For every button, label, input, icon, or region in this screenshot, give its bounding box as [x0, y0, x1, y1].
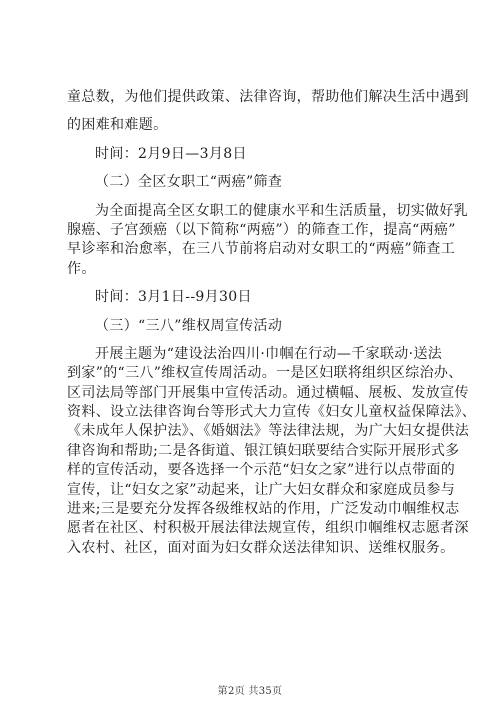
paragraph-line: 愿者在社区、村积极开展法律法规宣传，组织巾帼维权志愿者深 [67, 520, 469, 537]
document-body [67, 88, 477, 558]
paragraph-line: 童总数，为他们提供政策、法律咨询，帮助他们解决生活中遇到 [67, 89, 469, 105]
paragraph-line: 的困难和难题。 [67, 117, 168, 134]
paragraph-line: 进来;三是要充分发挥各级维权站的作用，广泛发动巾帼维权志 [67, 501, 460, 518]
paragraph-line: 作。 [67, 260, 96, 277]
paragraph-line: 区司法局等部门开展集中宣传活动。通过横幅、展板、发放宣传 [67, 384, 469, 401]
paragraph-line: 律咨询和帮助;二是各街道、银江镇妇联要结合实际开展形式多 [67, 442, 460, 459]
paragraph-line: 样的宣传活动，要各选择一个示范“妇女之家”进行以点带面的 [67, 462, 456, 479]
paragraph-line: 到家”的“三八”维权宣传周活动。一是区妇联将组织区综治办、 [67, 365, 463, 382]
paragraph-line: 开展主题为“建设法治四川·巾帼在行动—千家联动·送法 [95, 345, 443, 362]
paragraph-line: 资料、设立法律咨询台等形式大力宣传《妇女儿童权益保障法》、 [67, 404, 477, 421]
date-line: 时间：3月1日--9月30日 [95, 289, 252, 306]
section-heading: （三）“三八”维权周宣传活动 [95, 317, 283, 334]
date-line: 时间：2月9日—3月8日 [95, 145, 247, 162]
paragraph-line: 腺癌、子宫颈癌（以下简称“两癌”）的筛查工作，提高“两癌” [67, 221, 456, 238]
page-number-footer: 第2页 共35页 [217, 686, 283, 697]
paragraph-line: 入农村、社区，面对面为妇女群众送法律知识、送维权服务。 [67, 539, 455, 556]
paragraph-line: 宣传，让“妇女之家”动起来，让广大妇女群众和家庭成员参与 [67, 481, 456, 498]
section-heading: （二）全区女职工“两癌”筛查 [95, 174, 283, 191]
paragraph-line: 早诊率和治愈率，在三八节前将启动对女职工的“两癌”筛查工 [67, 241, 456, 258]
paragraph-line: 为全面提高全区女职工的健康水平和生活质量，切实做好乳 [95, 202, 469, 219]
paragraph-line: 《未成年人保护法》、《婚姻法》等法律法规，为广大妇女提供法 [67, 423, 470, 440]
